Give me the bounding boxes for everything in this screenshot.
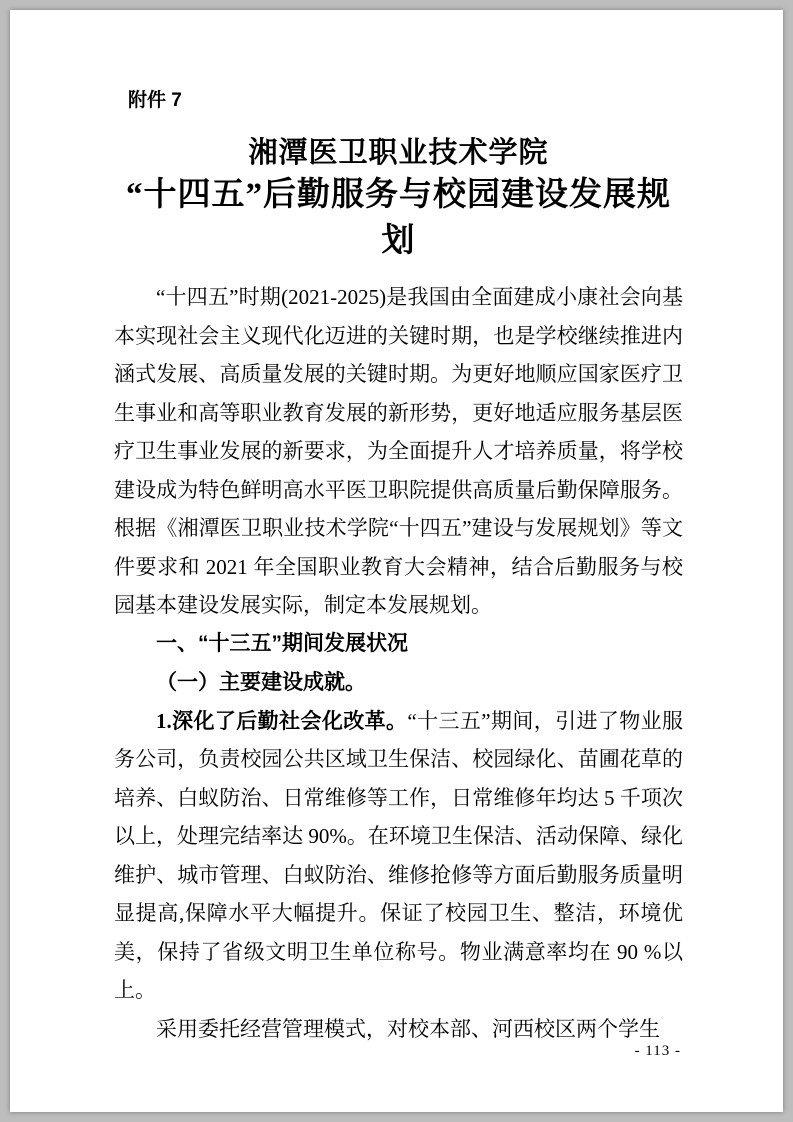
- page-number: - 113 -: [634, 1043, 681, 1059]
- subsection-heading: （一）主要建设成就。: [156, 670, 366, 694]
- attachment-label: 附件 7: [128, 90, 182, 111]
- closing-paragraph: 采用委托经营管理模式，对校本部、河西校区两个学生: [156, 1016, 660, 1041]
- section-heading: 一、“十三五”期间发展状况: [156, 631, 408, 655]
- reform-paragraph-text: “十三五”期间，引进了物业服务公司，负责校园公共区域卫生保洁、校园绿化、苗圃花草的培养、白蚁防治、日常维修等工作，日常维修年均达 5 千项次以上，处理完结率达 90%。在环境卫生保洁、活动保障、绿化维护、城市管理、白蚁防治、维修抢修等方面后勤服务质量明显提高,保障水平大幅提升。保证了校园卫生、整洁，环境优美，保持了省级文明卫生单位称号。物业满意率均在 90 %以上。: [114, 708, 684, 1002]
- reform-paragraph: [114, 702, 683, 1010]
- reform-paragraph-lead: 1.深化了后勤社会化改革。: [156, 708, 408, 733]
- document-page: [10, 10, 783, 1112]
- intro-paragraph: “十四五”时期(2021-2025)是我国由全面建成小康社会向基本实现社会主义现代化迈进的关键时期，也是学校继续推进内涵式发展、高质量发展的关键时期。为更好地顺应国家医疗卫生事业和高等职业教育发展的新形势，更好地适应服务基层医疗卫生事业发展的新要求，为全面提升人才培养质量，将学校建设成为特色鲜明高水平医卫职院提供高质量后勤保障服务。根据《湘潭医卫职业技术学院“十四五”建设与发展规划》等文件要求和 2021 年全国职业教育大会精神，结合后勤服务与校园基本建设发展实际，制定本发展规划。: [114, 285, 683, 617]
- document-subtitle: “十四五”后勤服务与校园建设发展规划: [126, 177, 671, 259]
- document-title: 湘潭医卫职业技术学院: [248, 137, 549, 169]
